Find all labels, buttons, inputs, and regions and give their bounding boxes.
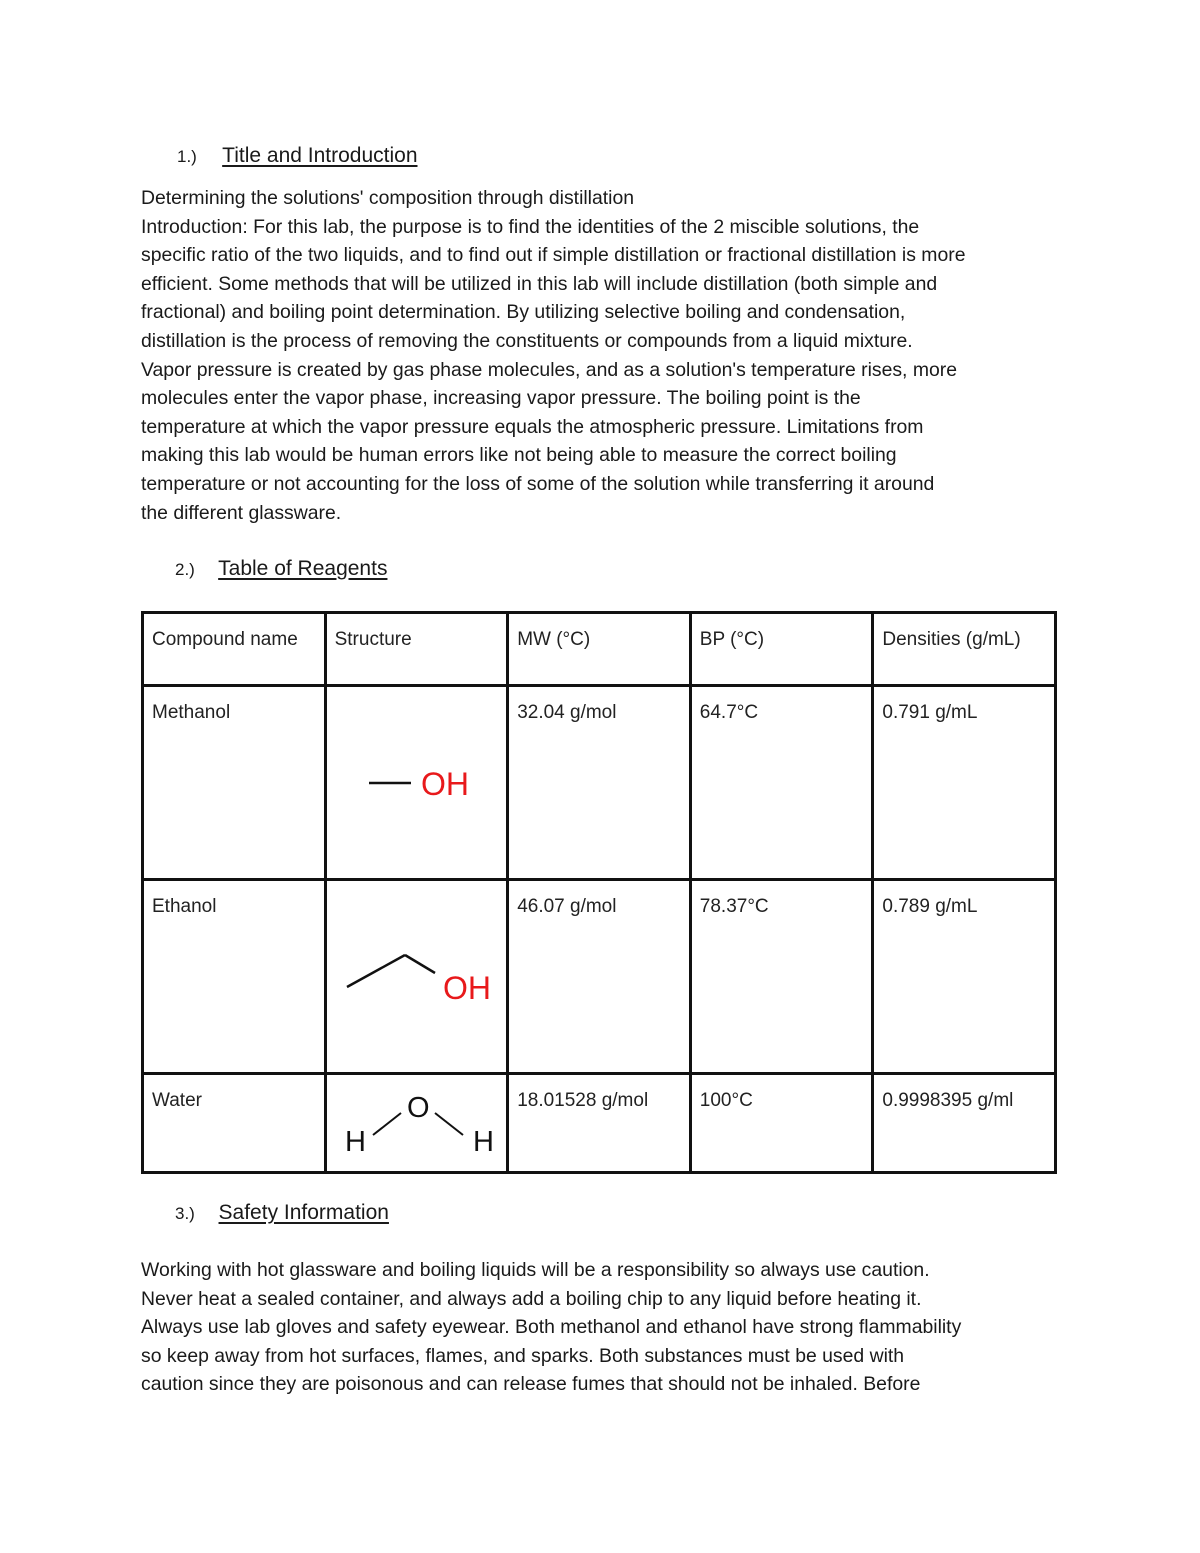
intro-line: the different glassware. xyxy=(141,501,342,524)
intro-line: specific ratio of the two liquids, and to find out if simple distillation or fractional distillation is more xyxy=(141,244,966,267)
safety-line: Working with hot glassware and boiling liquids will be a responsibility so always use caution. xyxy=(141,1259,930,1281)
safety-line: Never heat a sealed container, and always add a boiling chip to any liquid before heating it. xyxy=(141,1287,922,1310)
ethanol-structure xyxy=(325,880,508,1074)
safety-line: caution since they are poisonous and can release fumes that should not be inhaled. Before xyxy=(141,1373,921,1396)
cell-mw: 46.07 g/mol xyxy=(508,880,691,1074)
table-row-water xyxy=(143,1074,1056,1173)
hydrogen-label-right: H xyxy=(472,1126,494,1158)
cell-bp: 78.37°C xyxy=(690,880,873,1074)
intro-line: molecules enter the vapor phase, increasing vapor pressure. The boiling point is the xyxy=(141,387,861,410)
intro-paragraph xyxy=(141,184,1061,527)
section-heading-text: Title and Introduction xyxy=(222,144,418,167)
hydroxyl-label: OH xyxy=(420,766,469,802)
cell-mw: 32.04 g/mol xyxy=(508,686,691,880)
intro-line: Introduction: For this lab, the purpose is to find the identities of the 2 miscible solutions, the xyxy=(141,215,920,238)
table-row-ethanol xyxy=(143,880,1056,1074)
methanol-structure-diagram xyxy=(327,687,509,877)
cell-density: 0.789 g/mL xyxy=(873,880,1056,1074)
o-h-bond-right xyxy=(435,1113,463,1135)
water-structure-diagram xyxy=(327,1075,509,1171)
table-header-row xyxy=(143,613,1056,686)
cell-density: 0.791 g/mL xyxy=(873,686,1056,880)
cell-density: 0.9998395 g/ml xyxy=(873,1074,1056,1173)
section-number: 2.) xyxy=(175,560,195,579)
cell-bp: 100°C xyxy=(690,1074,873,1173)
header-compound-name: Compound name xyxy=(143,613,326,686)
section-heading-text: Safety Information xyxy=(218,1201,389,1224)
header-structure: Structure xyxy=(325,613,508,686)
section-number: 3.) xyxy=(175,1204,195,1223)
intro-line: temperature at which the vapor pressure equals the atmospheric pressure. Limitations from xyxy=(141,415,924,438)
section-heading-safety xyxy=(175,1199,389,1228)
methanol-structure xyxy=(325,686,508,880)
header-mw: MW (°C) xyxy=(508,613,691,686)
cell-name: Ethanol xyxy=(143,880,326,1074)
intro-line: fractional) and boiling point determination. By utilizing selective boiling and condensation, xyxy=(141,301,906,324)
safety-paragraph xyxy=(141,1256,1061,1399)
section-number: 1.) xyxy=(177,147,197,166)
intro-line: distillation is the process of removing the constituents or compounds from a liquid mixture. xyxy=(141,329,913,352)
o-h-bond-left xyxy=(373,1113,401,1135)
intro-line: Vapor pressure is created by gas phase molecules, and as a solution's temperature rises, more xyxy=(141,358,958,381)
section-heading-reagents xyxy=(175,555,387,584)
header-bp: BP (°C) xyxy=(690,613,873,686)
hydroxyl-label: OH xyxy=(442,970,491,1006)
c-o-bond xyxy=(405,955,435,973)
intro-line: efficient. Some methods that will be utilized in this lab will include distillation (both simple and xyxy=(141,272,938,295)
ethanol-structure-diagram xyxy=(327,881,509,1071)
cell-bp: 64.7°C xyxy=(690,686,873,880)
document-title-line: Determining the solutions' composition through distillation xyxy=(141,187,635,209)
cell-mw: 18.01528 g/mol xyxy=(508,1074,691,1173)
cell-name: Methanol xyxy=(143,686,326,880)
section-heading-title-intro xyxy=(177,142,418,171)
intro-line: making this lab would be human errors like not being able to measure the correct boiling xyxy=(141,444,897,467)
section-heading-text: Table of Reagents xyxy=(218,557,388,580)
intro-line: temperature or not accounting for the loss of some of the solution while transferring it around xyxy=(141,472,935,495)
reagents-table xyxy=(141,611,1057,1174)
cell-name: Water xyxy=(143,1074,326,1173)
water-structure xyxy=(325,1074,508,1173)
hydrogen-label-left: H xyxy=(344,1126,366,1158)
oxygen-label: O xyxy=(406,1092,430,1124)
table-row-methanol xyxy=(143,686,1056,880)
header-density: Densities (g/mL) xyxy=(873,613,1056,686)
safety-line: Always use lab gloves and safety eyewear. Both methanol and ethanol have strong flammability xyxy=(141,1316,962,1339)
safety-line: so keep away from hot surfaces, flames, and sparks. Both substances must be used with xyxy=(141,1344,905,1367)
c-c-bond xyxy=(347,955,405,987)
